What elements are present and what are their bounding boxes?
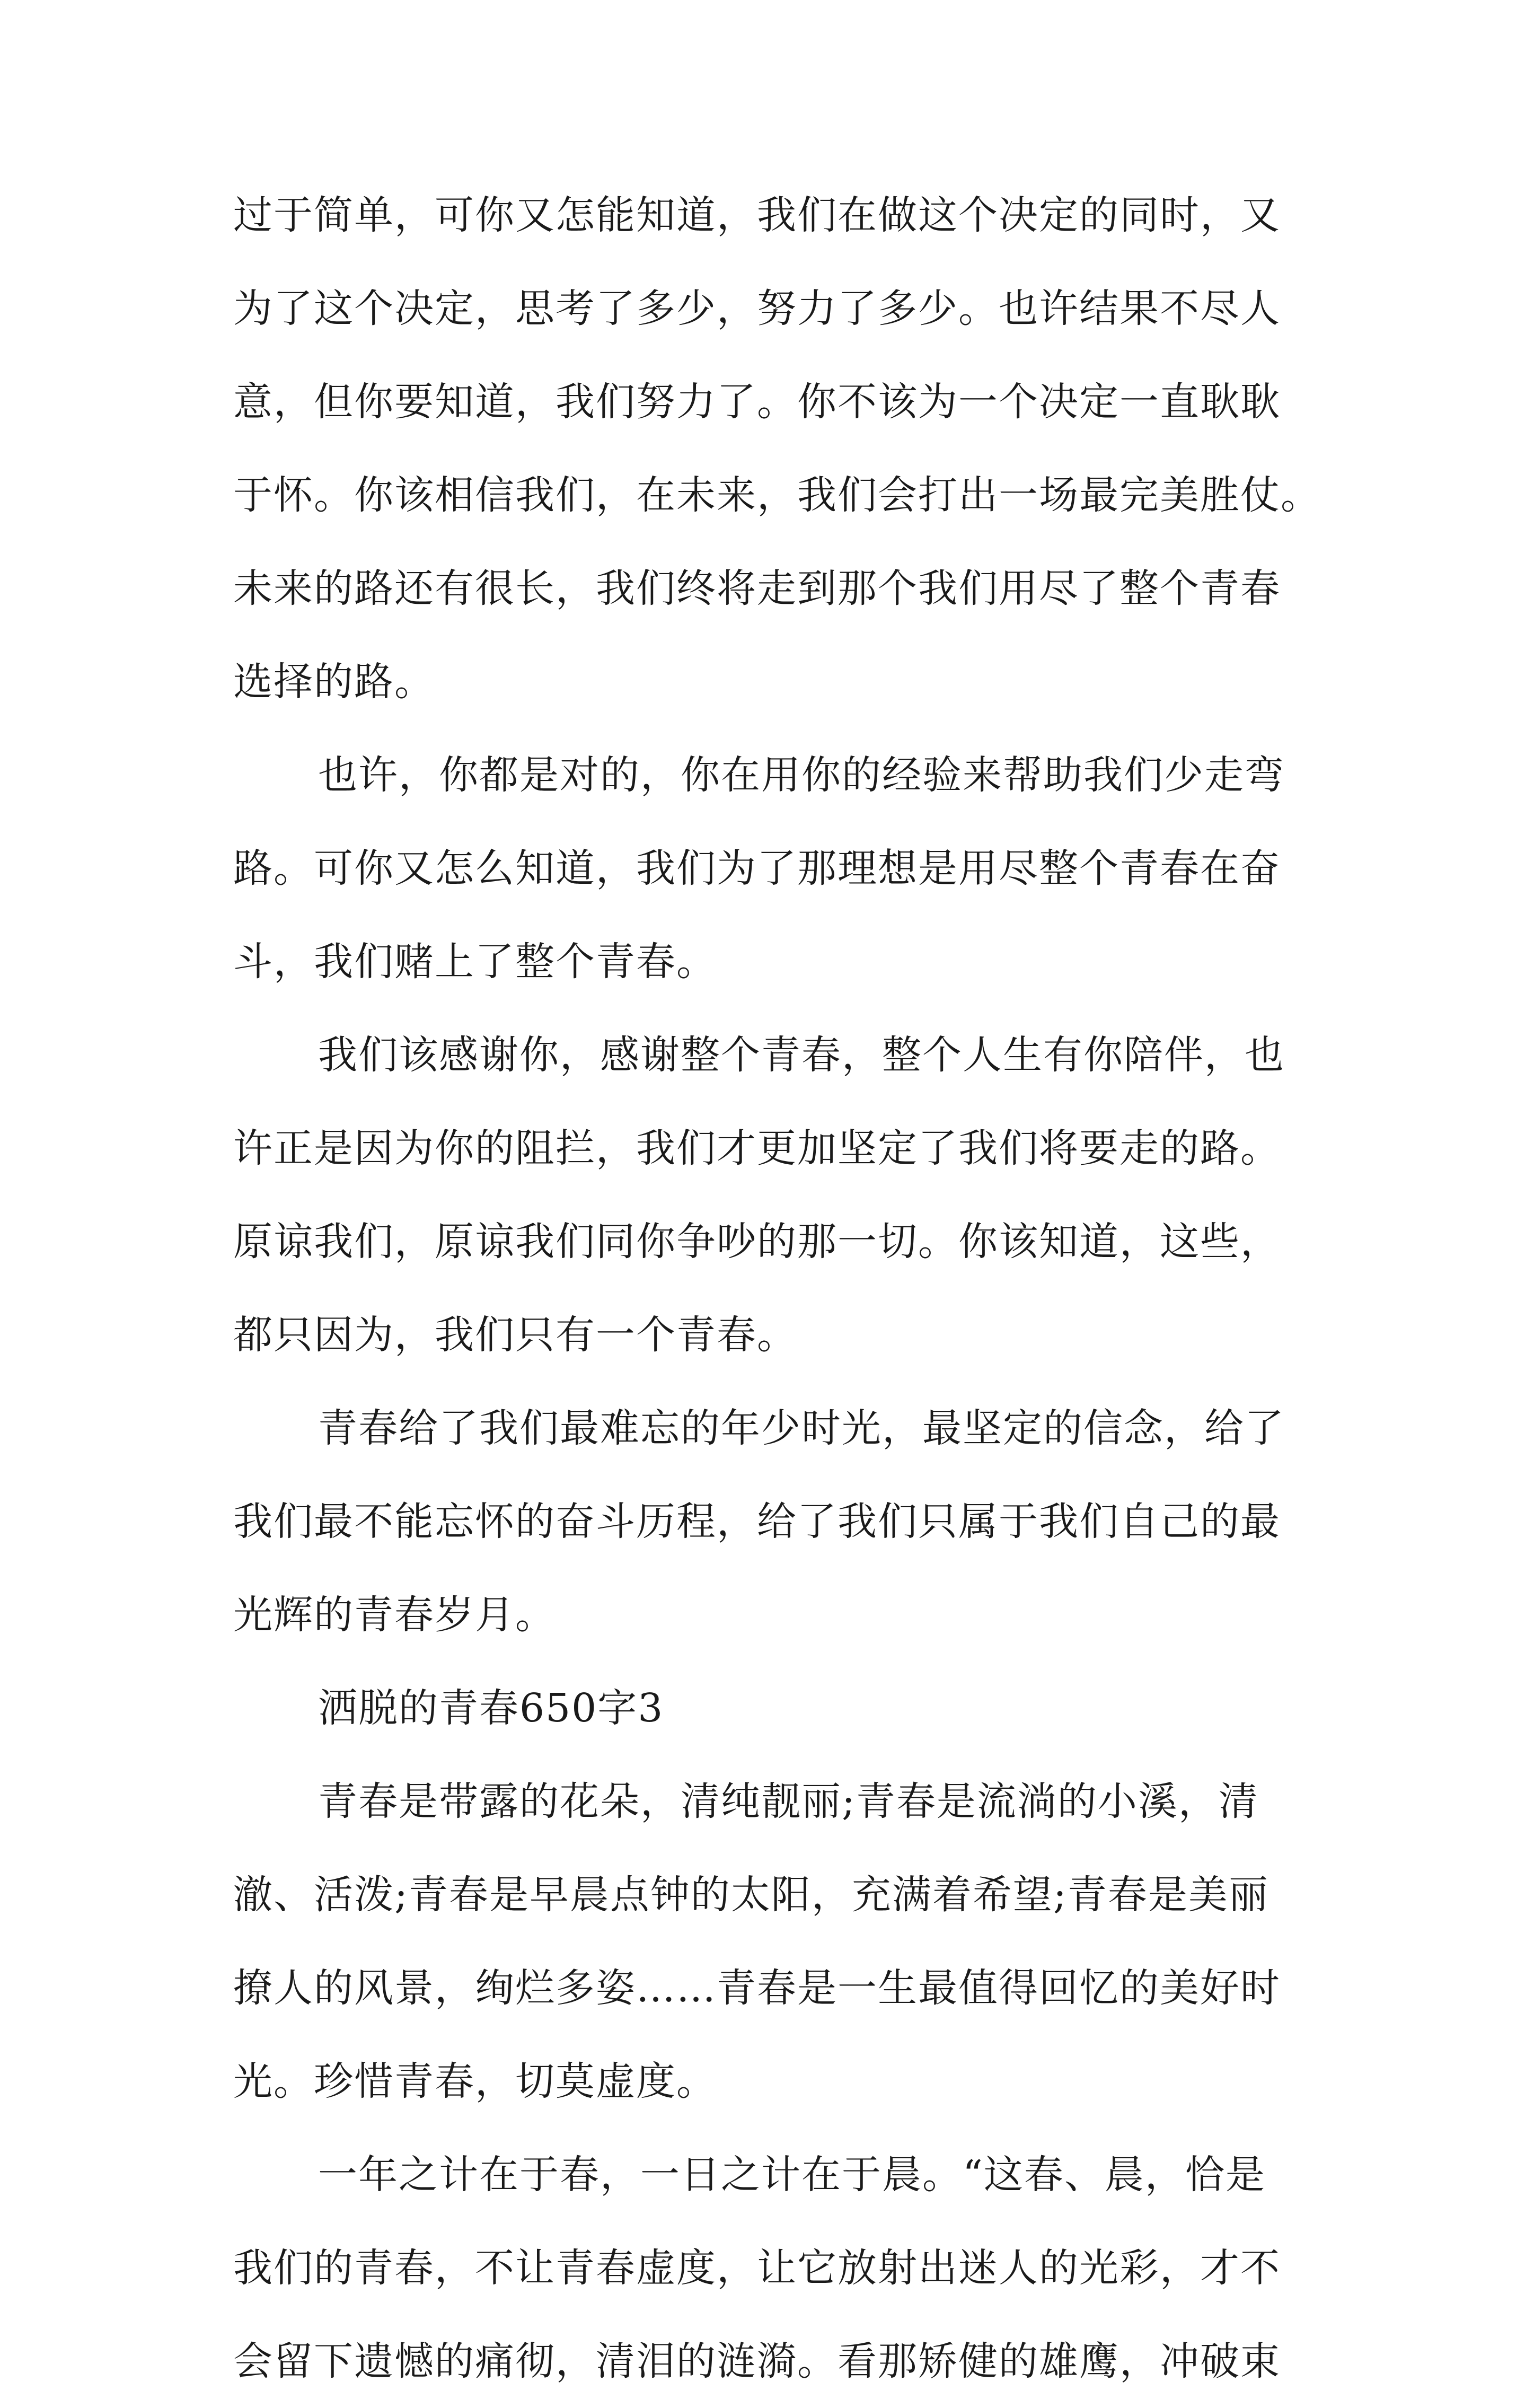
text-line: 许正是因为你的阻拦，我们才更加坚定了我们将要走的路。 — [233, 1126, 1281, 1171]
section-heading: 洒脱的青春650字3 — [318, 1685, 664, 1731]
paragraph-start-line: 我们该感谢你，感谢整个青春，整个人生有你陪伴，也 — [318, 1032, 1285, 1078]
text-line: 原谅我们，原谅我们同你争吵的那一切。你该知道，这些， — [233, 1219, 1281, 1264]
text-line: 光辉的青春岁月。 — [233, 1592, 556, 1638]
text-line: 过于简单，可你又怎能知道，我们在做这个决定的同时，又 — [233, 192, 1281, 238]
paragraph-start-line: 青春是带露的花朵，清纯靓丽;青春是流淌的小溪，清 — [318, 1779, 1259, 1824]
text-line: 意，但你要知道，我们努力了。你不该为一个决定一直耿耿 — [233, 379, 1281, 425]
text-line: 我们最不能忘怀的奋斗历程，给了我们只属于我们自己的最 — [233, 1499, 1281, 1544]
text-line: 未来的路还有很长，我们终将走到那个我们用尽了整个青春 — [233, 566, 1281, 611]
text-line: 为了这个决定，思考了多少，努力了多少。也许结果不尽人 — [233, 286, 1281, 331]
text-line: 会留下遗憾的痛彻，清泪的涟漪。看那矫健的雄鹰，冲破束 — [233, 2339, 1281, 2384]
text-line: 澈、活泼;青春是早晨点钟的太阳，充满着希望;青春是美丽 — [233, 1872, 1269, 1918]
text-line: 撩人的风景，绚烂多姿……青春是一生最值得回忆的美好时 — [233, 1965, 1281, 2011]
text-line: 选择的路。 — [233, 659, 435, 705]
paragraph-start-line: 一年之计在于春，一日之计在于晨。“这春、晨，恰是 — [318, 2152, 1266, 2198]
body-text — [233, 169, 1321, 2408]
text-line: 光。珍惜青春，切莫虚度。 — [233, 2059, 717, 2104]
text-line: 于怀。你该相信我们，在未来，我们会打出一场最完美胜仗。 — [233, 472, 1321, 518]
text-line: 路。可你又怎么知道，我们为了那理想是用尽整个青春在奋 — [233, 846, 1281, 891]
text-line: 斗，我们赌上了整个青春。 — [233, 939, 717, 985]
paragraph-start-line: 青春给了我们最难忘的年少时光，最坚定的信念，给了 — [318, 1405, 1285, 1451]
text-line: 都只因为，我们只有一个青春。 — [233, 1312, 797, 1358]
text-line: 我们的青春，不让青春虚度，让它放射出迷人的光彩，才不 — [233, 2245, 1281, 2291]
paragraph-start-line: 也许，你都是对的，你在用你的经验来帮助我们少走弯 — [318, 752, 1285, 798]
